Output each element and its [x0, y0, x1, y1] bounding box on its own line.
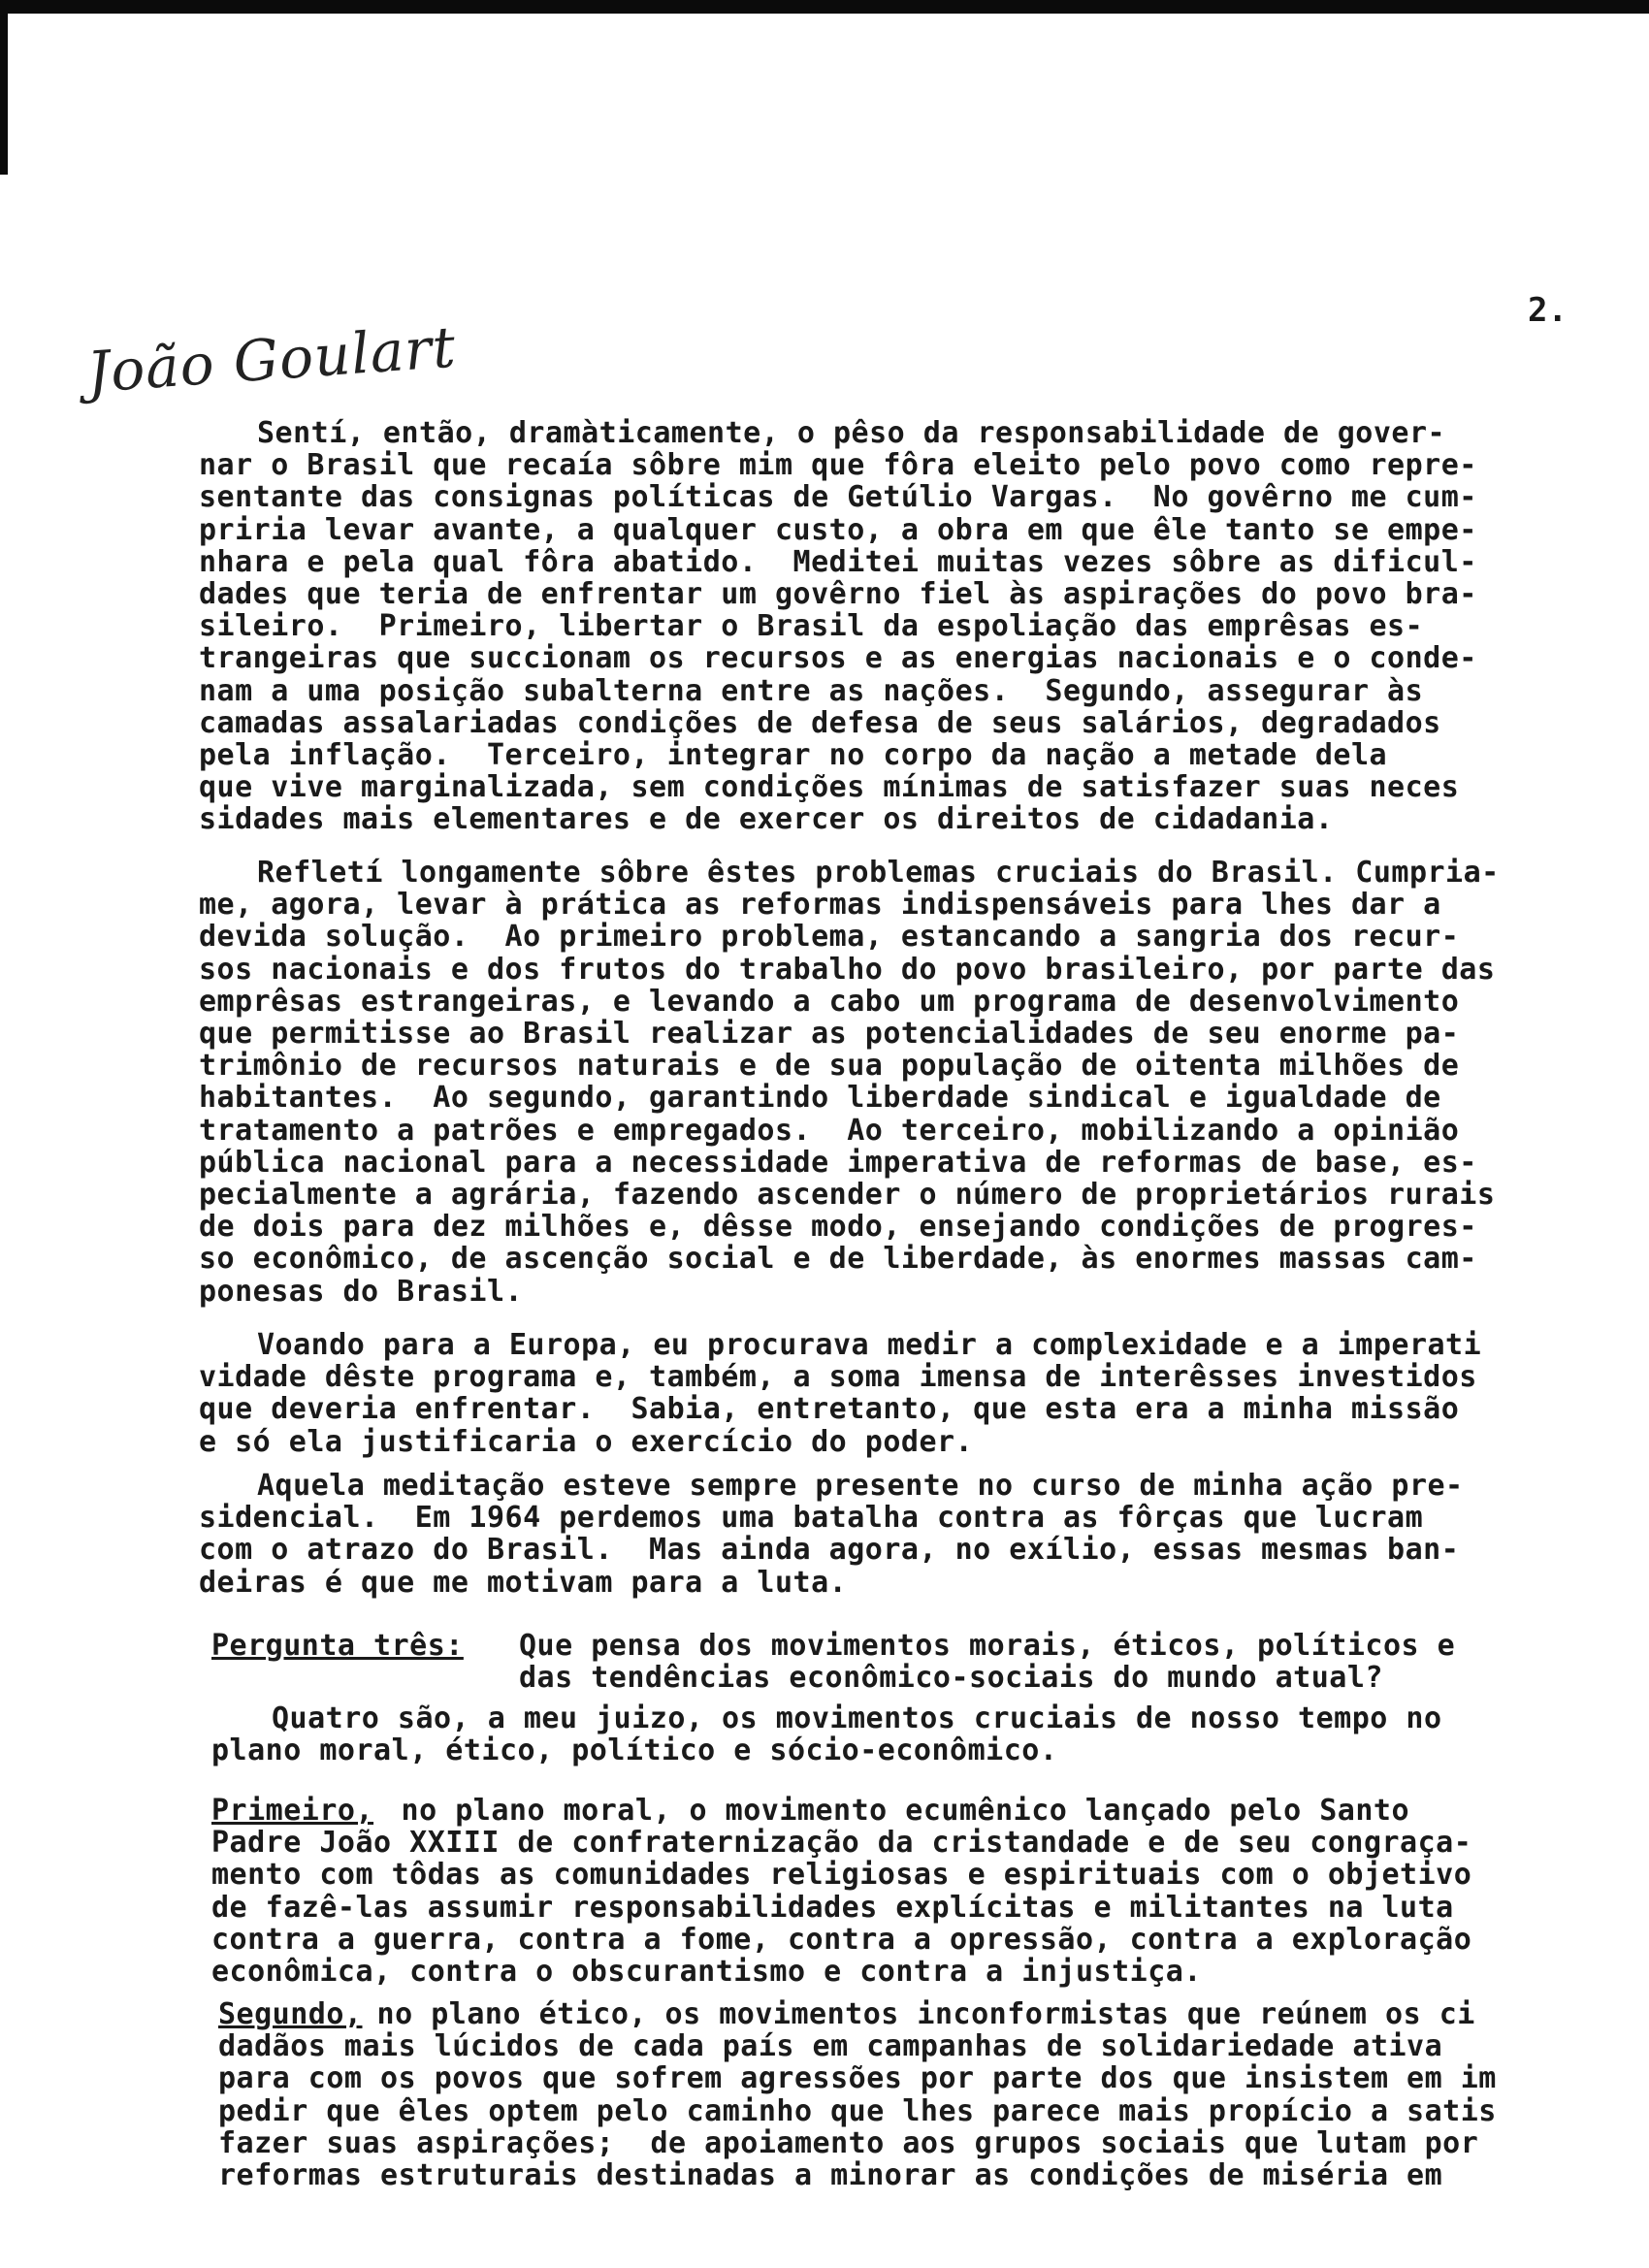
paragraph-1-line: camadas assalariadas condições de defesa de seus salários, degradados — [199, 705, 1441, 740]
page-number: 2. — [1528, 291, 1568, 330]
second-line: fazer suas aspirações; de apoiamento aos grupos sociais que lutam por — [218, 2125, 1479, 2160]
question-label: Pergunta três: — [211, 1629, 464, 1663]
paragraph-2-line: que permitisse ao Brasil realizar as potencialidades de seu enorme pa- — [199, 1017, 1460, 1051]
paragraph-1-line: sidades mais elementares e de exercer os direitos de cidadania. — [199, 802, 1334, 837]
first-line: de fazê-las assumir responsabilidades explícitas e militantes na luta — [211, 1890, 1454, 1925]
paragraph-2-line: habitantes. Ao segundo, garantindo liberdade sindical e igualdade de — [199, 1081, 1441, 1116]
paragraph-4-line: Aquela meditação esteve sempre presente no curso de minha ação pre- — [257, 1469, 1464, 1503]
second-line: no plano ético, os movimentos inconformistas que reúnem os ci — [359, 1997, 1475, 2031]
paragraph-1-line: nhara e pela qual fôra abatido. Meditei muitas vezes sôbre as dificul- — [199, 544, 1477, 579]
question-line: Que pensa dos movimentos morais, éticos, políticos e — [519, 1629, 1456, 1663]
scan-border-left — [0, 0, 8, 175]
paragraph-2-line: devida solução. Ao primeiro problema, estancando a sangria dos recur- — [199, 920, 1460, 955]
paragraph-1-line: nar o Brasil que recaía sôbre mim que fôra eleito pelo povo como repre- — [199, 448, 1477, 483]
paragraph-3-line: e só ela justificaria o exercício do poder. — [199, 1424, 974, 1459]
paragraph-2-line: sos nacionais e dos frutos do trabalho do povo brasileiro, por parte das — [199, 952, 1496, 987]
question-line: das tendências econômico-sociais do mundo atual? — [519, 1661, 1383, 1696]
paragraph-4-line: deiras é que me motivam para a luta. — [199, 1565, 848, 1600]
paragraph-1-line: priria levar avante, a qualquer custo, a obra em que êle tanto se empe- — [199, 512, 1477, 547]
first-line: contra a guerra, contra a fome, contra a opressão, contra a exploração — [211, 1922, 1472, 1957]
paragraph-1-line: sileiro. Primeiro, libertar o Brasil da espoliação das emprêsas es- — [199, 609, 1424, 644]
first-line: econômica, contra o obscurantismo e contra a injustiça. — [211, 1955, 1202, 1989]
paragraph-2-line: de dois para dez milhões e, dêsse modo, ensejando condições de progres- — [199, 1210, 1477, 1245]
paragraph-1-line: nam a uma posição subalterna entre as nações. Segundo, assegurar às — [199, 673, 1424, 708]
paragraph-2-line: ponesas do Brasil. — [199, 1274, 524, 1309]
paragraph-2-line: Refletí longamente sôbre êstes problemas cruciais do Brasil. Cumpria- — [257, 856, 1500, 890]
paragraph-1-line: trangeiras que succionam os recursos e as energias nacionais e o conde- — [199, 641, 1477, 676]
answer-intro-line: plano moral, ético, político e sócio-econômico. — [211, 1733, 1058, 1768]
first-label: Primeiro, — [211, 1794, 374, 1828]
second-line: para com os povos que sofrem agressões por parte dos que insistem em im — [218, 2061, 1497, 2096]
paragraph-2-line: tratamento a patrões e empregados. Ao terceiro, mobilizando a opinião — [199, 1113, 1460, 1148]
paragraph-2-line: trimônio de recursos naturais e de sua população de oitenta milhões de — [199, 1049, 1460, 1084]
paragraph-1-line: que vive marginalizada, sem condições mínimas de satisfazer suas neces — [199, 770, 1460, 805]
second-label: Segundo, — [218, 1997, 363, 2031]
paragraph-1-line: pela inflação. Terceiro, integrar no corpo da nação a metade dela — [199, 738, 1388, 772]
second-line: pedir que êles optem pelo caminho que lhes parece mais propício a satis — [218, 2093, 1497, 2128]
paragraph-3-line: Voando para a Europa, eu procurava medir a complexidade e a imperati — [257, 1328, 1482, 1362]
paragraph-2-line: pública nacional para a necessidade imperativa de reformas de base, es- — [199, 1145, 1477, 1180]
second-line: dadãos mais lúcidos de cada país em campanhas de solidariedade ativa — [218, 2029, 1443, 2064]
paragraph-2-line: emprêsas estrangeiras, e levando a cabo um programa de desenvolvimento — [199, 984, 1460, 1019]
second-line: reformas estruturais destinadas a minorar as condições de miséria em — [218, 2158, 1443, 2192]
paragraph-1-line: sentante das consignas políticas de Getúlio Vargas. No govêrno me cum- — [199, 480, 1477, 515]
scan-border-top — [0, 0, 1649, 14]
signature-letterhead: João Goulart — [84, 313, 459, 405]
first-line: Padre João XXIII de confraternização da cristandade e de seu congraça- — [211, 1826, 1472, 1861]
paragraph-3-line: que deveria enfrentar. Sabia, entretanto, que esta era a minha missão — [199, 1392, 1460, 1427]
paragraph-3-line: vidade dêste programa e, também, a soma imensa de interêsses investidos — [199, 1360, 1477, 1395]
paragraph-1-line: dades que teria de enfrentar um govêrno fiel às aspirações do povo bra- — [199, 577, 1477, 611]
first-line: mento com tôdas as comunidades religiosas e espirituais com o objetivo — [211, 1858, 1472, 1893]
paragraph-4-line: sidencial. Em 1964 perdemos uma batalha contra as fôrças que lucram — [199, 1501, 1424, 1536]
paragraph-1-line: Sentí, então, dramàticamente, o pêso da responsabilidade de gover- — [257, 416, 1446, 450]
answer-intro-line: Quatro são, a meu juizo, os movimentos cruciais de nosso tempo no — [272, 1701, 1442, 1735]
paragraph-2-line: so econômico, de ascenção social e de liberdade, às enormes massas cam- — [199, 1242, 1477, 1277]
paragraph-2-line: me, agora, levar à prática as reformas indispensáveis para lhes dar a — [199, 888, 1441, 923]
paragraph-2-line: pecialmente a agrária, fazendo ascender o número de proprietários rurais — [199, 1178, 1496, 1212]
first-line: no plano moral, o movimento ecumênico lançado pelo Santo — [383, 1794, 1410, 1828]
paragraph-4-line: com o atrazo do Brasil. Mas ainda agora, no exílio, essas mesmas ban- — [199, 1533, 1460, 1568]
